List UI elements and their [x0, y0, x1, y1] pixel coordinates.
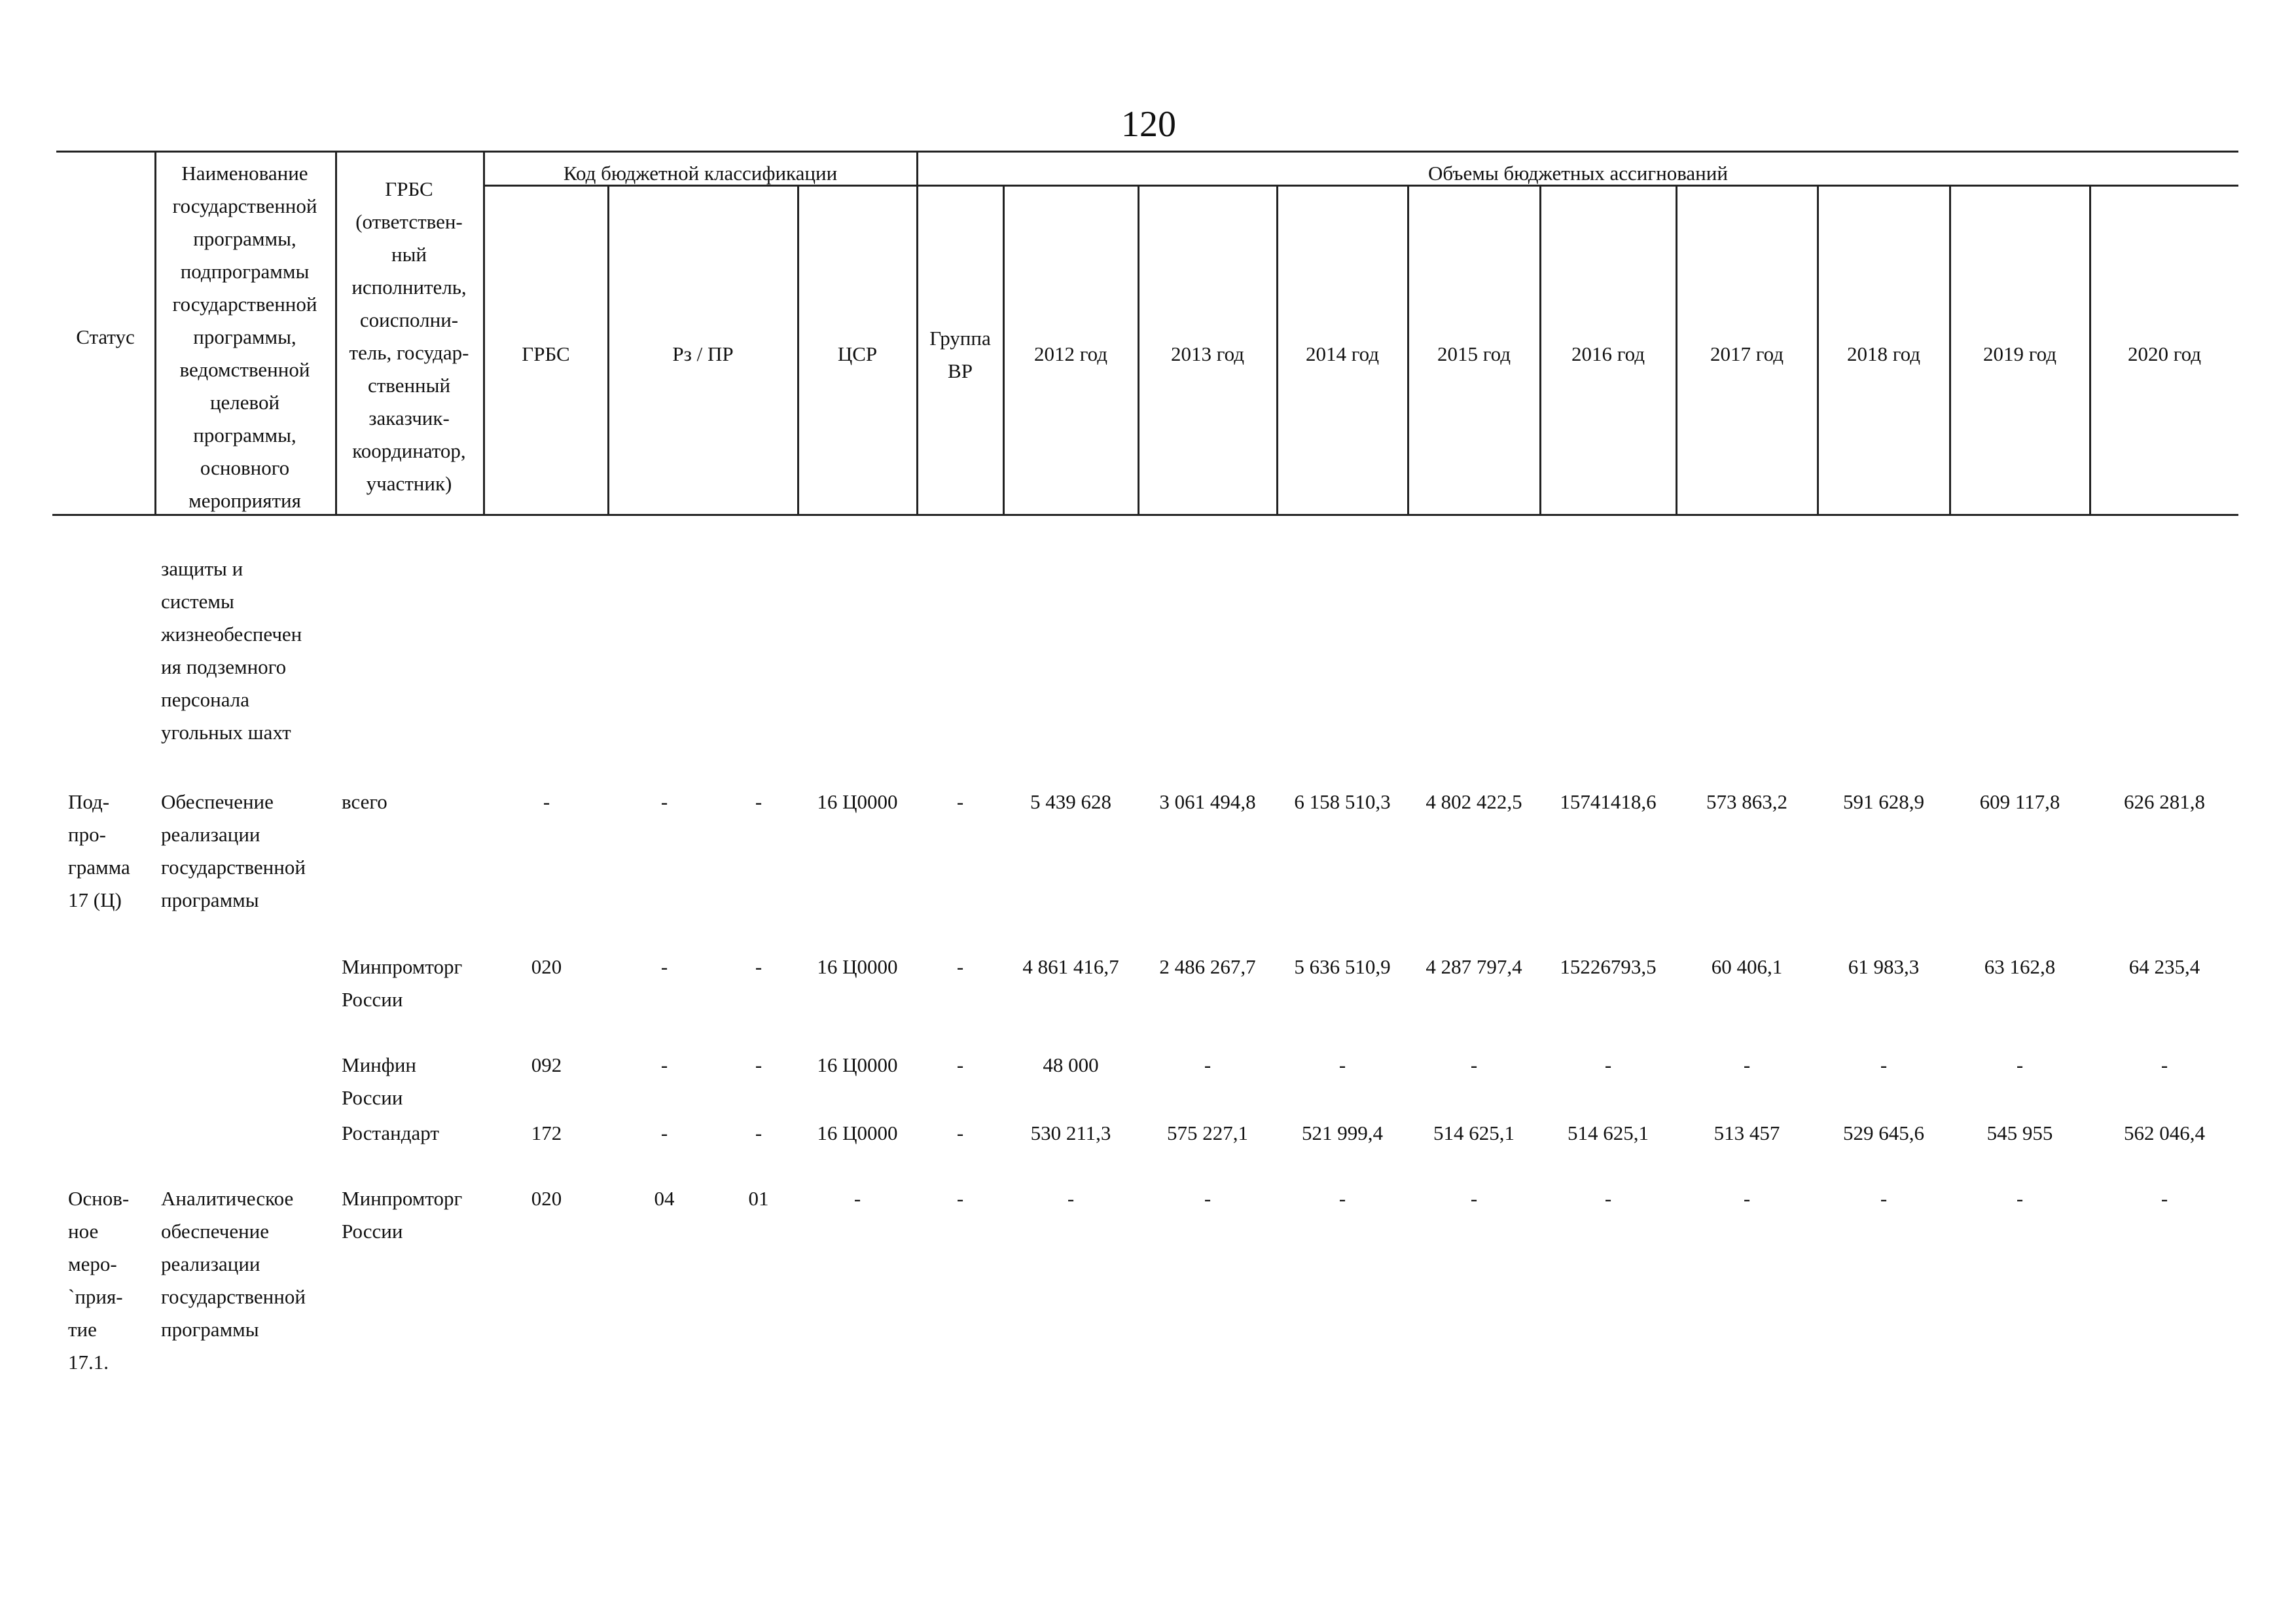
row-value: - [2016, 1187, 2024, 1210]
text-line: тие [68, 1318, 97, 1341]
row-value: 530 211,3 [1030, 1122, 1111, 1144]
row-vr: - [956, 1122, 964, 1144]
text-line: программы [161, 888, 259, 911]
row-value: 3 061 494,8 [1159, 790, 1256, 813]
text-line: государственной [161, 856, 306, 879]
text-line: ное [68, 1220, 99, 1243]
header-line: заказчик- [368, 407, 450, 429]
row-pr: - [755, 1053, 762, 1076]
text-line: про- [68, 823, 106, 846]
text-line: жизнеобеспечен [161, 623, 302, 646]
row-value: 6 158 510,3 [1294, 790, 1391, 813]
header-line: ведомственной [179, 358, 310, 381]
header-line: Наименование [181, 162, 308, 185]
row-vr: - [956, 790, 964, 813]
row-value: 15226793,5 [1560, 955, 1657, 978]
header-volumes: Объемы бюджетных ассигнований [1428, 162, 1728, 185]
header-line: ГРБС [385, 177, 433, 200]
row-vr: - [956, 1053, 964, 1076]
row-value: 4 861 416,7 [1022, 955, 1119, 978]
header-status: Статус [76, 325, 135, 348]
header-line: тель, государ- [349, 341, 469, 364]
row-value: 521 999,4 [1302, 1122, 1383, 1144]
row-csr: 16 Ц0000 [817, 1053, 898, 1076]
row-grbs: 092 [531, 1053, 562, 1076]
header-year: 2019 год [1982, 342, 2057, 365]
header-year: 2017 год [1710, 342, 1784, 365]
row-grbs: - [543, 790, 550, 813]
text-line: Минпромторг [342, 955, 463, 978]
row-value: 562 046,4 [2124, 1122, 2205, 1144]
row-csr: 16 Ц0000 [817, 955, 898, 978]
header-year: 2013 год [1170, 342, 1245, 365]
row-value: - [2161, 1187, 2168, 1210]
text-line: `прия- [68, 1285, 123, 1308]
text-line: персонала [161, 688, 249, 711]
row-value: 573 863,2 [1706, 790, 1787, 813]
row-value: - [1470, 1187, 1478, 1210]
row-rz: - [660, 790, 668, 813]
text-line: ия подземного [161, 655, 287, 678]
header-grbs-responsible [335, 173, 483, 500]
text-line: меро- [68, 1252, 117, 1275]
text-line: угольных шахт [161, 721, 291, 744]
row-responsible [342, 1049, 416, 1114]
row-rz: - [660, 955, 668, 978]
row-value: - [1338, 1187, 1346, 1210]
header-line: координатор, [352, 439, 466, 462]
row-value: - [1470, 1053, 1478, 1076]
row-status [68, 786, 130, 917]
text-line: Минпромторг [342, 1187, 463, 1210]
header-group-vr [918, 322, 1003, 388]
row-value: 63 162,8 [1984, 955, 2056, 978]
row-rz: - [660, 1122, 668, 1144]
row-value: 514 625,1 [1568, 1122, 1649, 1144]
text-line: 17 (Ц) [68, 888, 122, 911]
row-status [68, 1182, 129, 1379]
row-value: 545 955 [1986, 1122, 2053, 1144]
row-grbs: 020 [531, 1187, 562, 1210]
header-grbs: ГРБС [522, 342, 570, 365]
row-value: - [2161, 1053, 2168, 1076]
table-top-rule [56, 151, 2238, 153]
row-csr: - [853, 1187, 861, 1210]
header-line: соисполни- [359, 308, 459, 331]
header-line: подпрограммы [180, 260, 310, 283]
row-value: - [1880, 1187, 1888, 1210]
row-responsible [342, 1182, 462, 1248]
header-bottom-rule [52, 514, 2238, 516]
text-line: Аналитическое [161, 1187, 294, 1210]
row-pr: - [755, 955, 762, 978]
row-vr: - [956, 955, 964, 978]
header-line: участник) [366, 472, 452, 495]
header-line: программы, [193, 227, 296, 250]
row-pr: 01 [748, 1187, 769, 1210]
header-line: мероприятия [188, 489, 301, 512]
header-line: (ответствен- [355, 210, 463, 233]
text-line: грамма [68, 856, 130, 879]
row-value: 529 645,6 [1843, 1122, 1924, 1144]
text-line: системы [161, 590, 234, 613]
row-pr: - [755, 1122, 762, 1144]
header-line: исполнитель, [351, 276, 467, 299]
row-name [161, 1182, 306, 1346]
header-year: 2016 год [1571, 342, 1645, 365]
row-grbs: 020 [531, 955, 562, 978]
text-line: Ростандарт [342, 1122, 439, 1144]
header-rz-pr: Рз / ПР [672, 342, 734, 365]
header-year: 2020 год [2127, 342, 2202, 365]
text-line: реализации [161, 1252, 260, 1275]
text-line: 17.1. [68, 1351, 109, 1374]
header-line: государственной [172, 194, 317, 217]
header-program-name [154, 157, 335, 517]
header-year: 2015 год [1437, 342, 1511, 365]
text-line: Обеспечение [161, 790, 274, 813]
text-line: реализации [161, 823, 260, 846]
header-line: ственный [367, 374, 451, 397]
text-line: Основ- [68, 1187, 130, 1210]
row-value: - [1604, 1053, 1612, 1076]
header-year: 2018 год [1846, 342, 1921, 365]
header-year: 2012 год [1033, 342, 1108, 365]
row-vr: - [956, 1187, 964, 1210]
row-value: 575 227,1 [1167, 1122, 1248, 1144]
header-budget-code: Код бюджетной классификации [563, 162, 838, 185]
row-responsible [342, 951, 462, 1016]
header-line: ный [391, 243, 427, 266]
row-value: 2 486 267,7 [1159, 955, 1256, 978]
row-value: 4 287 797,4 [1426, 955, 1522, 978]
row-value: - [1338, 1053, 1346, 1076]
text-line: государственной [161, 1285, 306, 1308]
row-value: - [1204, 1053, 1211, 1076]
header-line: ВР [948, 359, 973, 382]
row-value: 15741418,6 [1560, 790, 1657, 813]
row-value: - [1204, 1187, 1211, 1210]
row-value: 513 457 [1713, 1122, 1780, 1144]
row-value: 626 281,8 [2124, 790, 2205, 813]
row-value: - [1067, 1187, 1075, 1210]
header-csr: ЦСР [837, 342, 878, 365]
header-line: целевой [209, 391, 280, 414]
row-csr: 16 Ц0000 [817, 1122, 898, 1144]
row-responsible [342, 1117, 439, 1150]
row-rz: - [660, 1053, 668, 1076]
row-value: 514 625,1 [1433, 1122, 1515, 1144]
row-value: 64 235,4 [2128, 955, 2200, 978]
row-value: 591 628,9 [1843, 790, 1924, 813]
row-value: - [1604, 1187, 1612, 1210]
row-value: - [1880, 1053, 1888, 1076]
header-divider [483, 152, 485, 514]
header-line: государственной [172, 293, 317, 316]
row-value: 5 439 628 [1030, 790, 1111, 813]
text-line: России [342, 1086, 403, 1109]
row-pr: - [755, 790, 762, 813]
row-csr: 16 Ц0000 [817, 790, 898, 813]
header-line: программы, [193, 424, 296, 447]
row-grbs: 172 [531, 1122, 562, 1144]
header-line: программы, [193, 325, 296, 348]
row-value: 48 000 [1043, 1053, 1099, 1076]
row-name [161, 786, 306, 917]
row-value: - [1743, 1053, 1751, 1076]
header-line: основного [200, 456, 290, 479]
row-value: 609 117,8 [1979, 790, 2060, 813]
row-value: 4 802 422,5 [1426, 790, 1522, 813]
row-value: 61 983,3 [1848, 955, 1920, 978]
page-number: 120 [1121, 104, 1176, 145]
text-line: Под- [68, 790, 110, 813]
row-value: 60 406,1 [1711, 955, 1783, 978]
text-line: всего [342, 790, 387, 813]
header-year: 2014 год [1305, 342, 1380, 365]
text-line: России [342, 988, 403, 1011]
continuation-name [161, 553, 302, 749]
row-value: - [2016, 1053, 2024, 1076]
text-line: обеспечение [161, 1220, 270, 1243]
header-line: Группа [929, 327, 991, 350]
row-responsible [342, 786, 387, 818]
row-value: - [1743, 1187, 1751, 1210]
text-line: защиты и [161, 557, 243, 580]
text-line: России [342, 1220, 403, 1243]
row-rz: 04 [654, 1187, 675, 1210]
text-line: Минфин [342, 1053, 417, 1076]
row-value: 5 636 510,9 [1294, 955, 1391, 978]
text-line: программы [161, 1318, 259, 1341]
